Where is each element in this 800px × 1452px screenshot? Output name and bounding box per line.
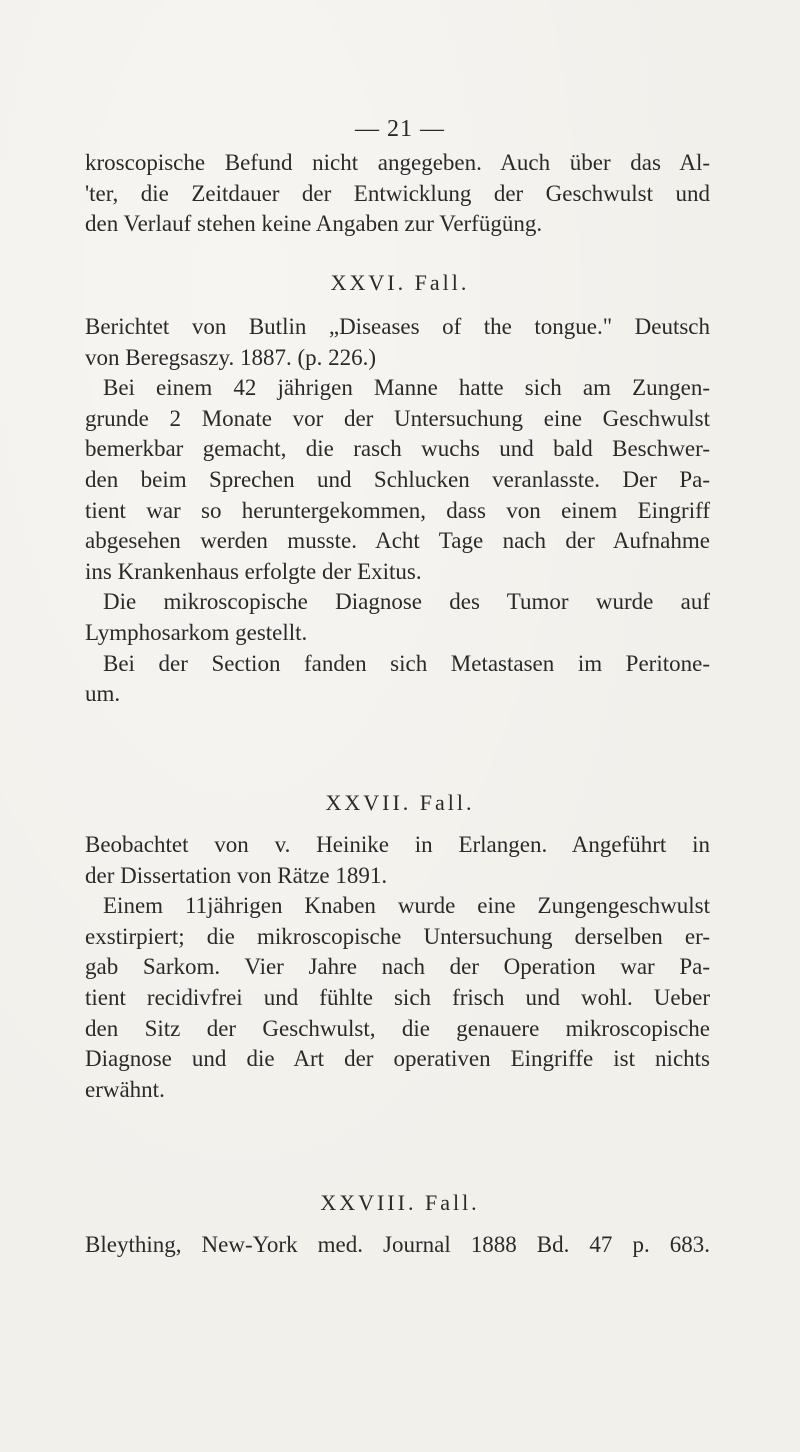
text-line: Diagnose und die Art der operativen Eingriffe ist nichts	[85, 1046, 710, 1072]
text-line: tient recidivfrei und fühlte sich frisch und wohl. Ueber	[85, 984, 710, 1010]
text-line: Lymphosarkom gestellt.	[85, 619, 308, 645]
text-line: den Sitz der Geschwulst, die genauere mikroscopische	[85, 1015, 710, 1041]
text-line: Berichtet von Butlin „Diseases of the tongue." Deutsch	[85, 314, 710, 339]
paragraph-case-26	[85, 312, 710, 710]
text-line: ins Krankenhaus erfolgte der Exitus.	[85, 558, 422, 584]
text-line: erwähnt.	[85, 1076, 165, 1102]
case-heading-28: XXVIII. Fall.	[320, 1190, 480, 1215]
text-line: Bei der Section fanden sich Metastasen im Peritone-	[103, 650, 710, 676]
text-line: Bleything, New-York med. Journal 1888 Bd. 47 p. 683.	[85, 1232, 710, 1257]
text-line: Bei einem 42 jährigen Manne hatte sich am Zungen-	[103, 375, 710, 401]
paragraph-case-28	[85, 1230, 710, 1261]
case-heading-27: XXVII. Fall.	[325, 790, 475, 815]
text-line: tient war so heruntergekommen, dass von einem Eingriff	[85, 497, 710, 523]
text-line: gab Sarkom. Vier Jahre nach der Operation war Pa-	[85, 954, 710, 980]
text-line: den Verlauf stehen keine Angaben zur Verfügüng.	[85, 211, 543, 237]
paragraph-case-27	[85, 830, 710, 1105]
paragraph-intro	[85, 148, 710, 240]
text-line: 'ter, die Zeitdauer der Entwicklung der Geschwulst und	[85, 180, 710, 206]
text-line: kroscopische Befund nicht angegeben. Auch über das Al-	[85, 150, 710, 175]
text-line: den beim Sprechen und Schlucken veranlasste. Der Pa-	[85, 466, 710, 492]
text-line: exstirpiert; die mikroscopische Untersuchung derselben er-	[85, 923, 710, 949]
text-line: um.	[85, 681, 121, 707]
page-number: — 21 —	[355, 116, 445, 142]
text-line: Einem 11jährigen Knaben wurde eine Zungengeschwulst	[103, 893, 710, 919]
case-heading-26: XXVI. Fall.	[330, 270, 470, 295]
text-line: Beobachtet von v. Heinike in Erlangen. Angeführt in	[85, 832, 710, 857]
text-line: grunde 2 Monate vor der Untersuchung eine Geschwulst	[85, 405, 710, 431]
text-line: der Dissertation von Rätze 1891.	[85, 862, 388, 888]
text-line: abgesehen werden musste. Acht Tage nach der Aufnahme	[85, 528, 710, 554]
text-line: von Beregsaszy. 1887. (p. 226.)	[85, 344, 377, 370]
text-line: Die mikroscopische Diagnose des Tumor wurde auf	[103, 589, 710, 615]
text-line: bemerkbar gemacht, die rasch wuchs und bald Beschwer-	[85, 436, 710, 462]
